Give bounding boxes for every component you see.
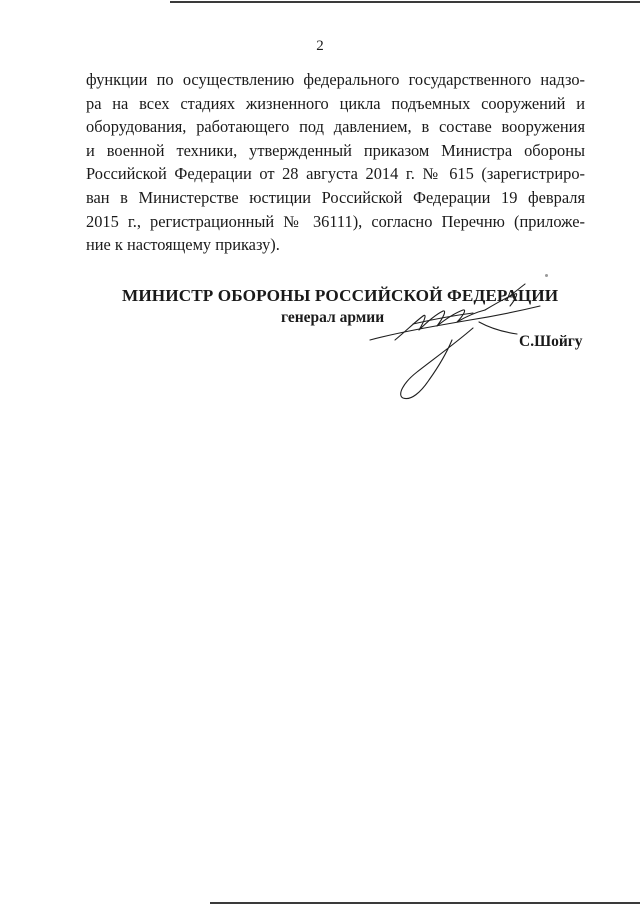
signatory-rank: генерал армии: [281, 309, 385, 326]
text-line: Российской Федерации от 28 августа 2014 г. № 615 (зарегистриро-: [86, 164, 585, 184]
text-line: 2015 г., регистрационный № 36111), согласно Перечню (приложе-: [86, 211, 585, 231]
scan-edge-top: [170, 1, 640, 3]
text-line: ра на всех стадиях жизненного цикла подъемных сооружений и: [86, 93, 585, 113]
text-line: ван в Министерстве юстиции Российской Федерации 19 февраля: [86, 187, 585, 207]
scan-edge-bottom: [210, 902, 640, 904]
signatory-title: МИНИСТР ОБОРОНЫ РОССИЙСКОЙ ФЕДЕРАЦИИ: [122, 286, 559, 305]
text-line: ние к настоящему приказу).: [86, 235, 280, 255]
page-number: 2: [316, 38, 324, 54]
signatory-name: С.Шойгу: [519, 333, 583, 350]
text-line: оборудования, работающего под давлением, в составе вооружения: [86, 117, 585, 137]
body-paragraph: [86, 68, 585, 257]
scan-speck: [545, 274, 548, 277]
text-line: и военной техники, утвержденный приказом Министра обороны: [86, 140, 585, 160]
handwritten-signature: [355, 280, 555, 405]
text-line: функции по осуществлению федерального государственного надзо-: [86, 70, 585, 89]
